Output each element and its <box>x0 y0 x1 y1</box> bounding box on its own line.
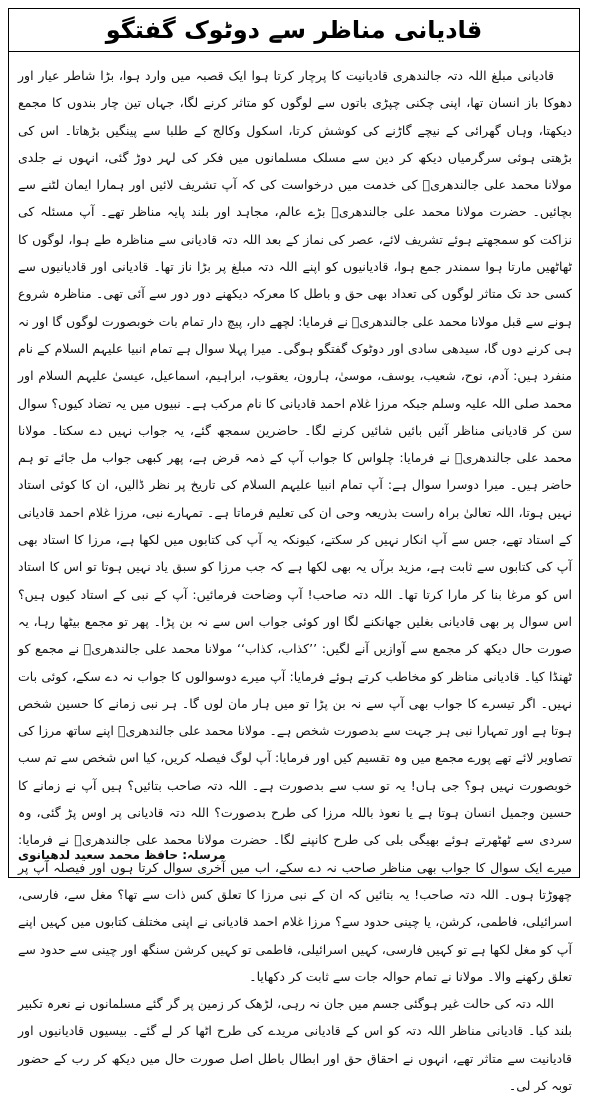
paragraph-conclusion: اللہ دتہ کی حالت غیر ہوگئی جسم میں جان نہ رہی، لڑھک کر زمین پر گر گئے مسلمانوں نے نعرہ تکبیر بلند کیا۔ قادیانی مناظر اللہ دتہ کو اس کے قادیانی مریدے کی طرح اٹھا کر لے گئے۔ بیسیوں قادیانیوں اور قادیانیت سے متاثر تھے، انہوں نے احقاق حق اور ابطال باطل اصل صورت حال میں دیکھ کر رب کے حضور توبہ کر لی۔ <box>18 996 572 1093</box>
title-box <box>8 8 580 52</box>
sender-credit: مرسلہ: حافظ محمد سعید لدھیانوی <box>18 848 226 862</box>
paragraph-main: قادیانی مبلغ اللہ دتہ جالندھری قادیانیت کا پرچار کرتا ہوا ایک قصبہ میں وارد ہوا، بڑا شاطر عیار اور دھوکا باز انسان تھا، اپنی چکنی چپڑی باتوں سے لوگوں کو متاثر کرنے لگا، جہاں تین چار بندوں کا مجمع دیکھتا، وہاں گھرائی کے نیچے گاڑنے کی کوشش کرتا، اسکول وکالج کے طلبا سے پینگیں بڑھاتا۔ اس کی بڑھتی ہوئی سرگرمیاں دیکھ کر دین سے مسلک مسلمانوں میں فکر کی لہر دوڑ گئی، انہوں نے جلدی مولانا محمد علی جالندھریؒ کی خدمت میں درخواست کی کہ آپ تشریف لائیں اور ہمارا ایمان لٹنے سے بچائیں۔ حضرت مولانا محمد علی جالندھریؒ بڑے عالم، مجاہد اور بلند پایہ مناظر تھے۔ آپ مسئلہ کی نزاکت کو سمجھتے ہوئے تشریف لائے، عصر کی نماز کے بعد اللہ دتہ قادیانی سے مناظرہ طے ہوا، لوگوں کا ٹھاٹھیں مارتا ہوا سمندر جمع ہوا، قادیانیوں کو اپنے اللہ دتہ مبلغ پر بڑا ناز تھا۔ قادیانی اور قادیانیوں سے کسی حد تک متاثر لوگوں کی تعداد بھی حق و باطل کا معرکہ دیکھنے دور دور سے آئی تھی۔ مناظرہ شروع ہونے سے قبل مولانا محمد علی جالندھریؒ نے فرمایا: لچھے دار، پیچ دار تمام بات خوبصورت لوگوں گا اور نہ ہی کرنے دوں گا، سیدھی سادی اور دوٹوک گفتگو ہوگی۔ میرا پہلا سوال ہے تمام انبیا علیہم السلام کے نام منفرد ہیں: آدم، نوح، شعیب، یوسف، موسیٰ، ہارون، یعقوب، ابراہیم، اسماعیل، عیسیٰ علیہم السلام اور محمد صلی اللہ علیہ وسلم جبکہ مرزا غلام احمد قادیانی کا نام مرکب ہے۔ نبیوں میں یہ تضاد کیوں؟ سوال سن کر قادیانی مناظر آئیں بائیں شائیں کرنے لگا۔ حاضرین سمجھ گئے، یہ جواب نہیں دے سکتا۔ مولانا محمد علی جالندھریؒ نے فرمایا: چلواس کا جواب آپ کے ذمہ قرض ہے، پھر کبھی جواب مل جائے تو ہم حاضر ہیں۔ میرا دوسرا سوال ہے: آپ تمام انبیا علیہم السلام کی تاریخ پر نظر ڈالیں، ان کا کوئی استاد نہیں ہوتا، اللہ تعالیٰ براہ راست بذریعہ وحی ان کی تعلیم فرماتا ہے۔ تمہارے نبی، مرزا غلام احمد قادیانی کے استاد تھے، جس سے آپ انکار نہیں کر سکتے، کیونکہ یہ آپ کی کتابوں میں لکھا ہے، مرزا کا استاد بھی آپ کی کتابوں سے ثابت ہے، مزید برآں یہ بھی لکھا ہے کہ جب مرزا کو سبق یاد نہیں ہوتا تو اس کا استاد اس کو مرغا بنا کر مارا کرتا تھا۔ اللہ دتہ صاحب! آپ وضاحت فرمائیں: آپ کے نبی کے استاد کیوں ہیں؟ اس سوال پر بھی قادیانی بغلیں جھانکنے لگا اور کوئی جواب اس سے نہ بن پڑا۔ پھر تو مجمع بیٹھا رہا، یہ صورت حال دیکھ کر مجمع سے آوازیں آنے لگیں: ’’کذاب، کذاب‘‘ مولانا محمد علی جالندھریؒ نے مجمع کو ٹھنڈا کیا۔ قادیانی مناظر کو مخاطب کرتے ہوئے فرمایا: آپ میرے دوسوالوں کا جواب نہ دے سکے، کوئی بات نہیں۔ اگر تیسرے کا جواب بھی آپ سے نہ بن پڑا تو میں ہار مان لوں گا۔ ہر نبی زمانے کا حسین شخص ہوتا ہے اور تمہارا نبی ہر جہت سے بدصورت شخص ہے۔ مولانا محمد علی جالندھریؒ اپنے ساتھ مرزا کی تصاویر لائے تھے پورے مجمع میں وہ تقسیم کیں اور فرمایا: آپ لوگ فیصلہ کریں، کیا اس شخص سے تم سب خوبصورت نہیں ہو؟ جی ہاں! یہ تو سب سے بدصورت ہے۔ اللہ دتہ صاحب بتائیں؟ ہیں آپ نے زمانے کا حسین وجمیل انسان ہوتا ہے یا نعوذ باللہ مرزا کی طرح بدصورت؟ اللہ دتہ قادیانی پر اوس پڑ گئی، وہ سردی سے ٹھٹھرتے ہوئے بھیگی بلی کی طرح کانپنے لگا۔ حضرت مولانا محمد علی جالندھریؒ نے فرمایا: میرے ایک سوال کا جواب بھی مناظر صاحب نہ دے سکے، اب میں آخری سوال کرتا ہوں اور فیصلہ آپ پر چھوڑتا ہوں۔ اللہ دتہ صاحب! یہ بتائیں کہ ان کے نبی مرزا کا تعلق کس ذات سے تھا؟ مغل سے، فارسی، اسرائیلی، فاطمی، کرشن، یا چینی حدود سے؟ مرزا غلام احمد قادیانی نے اپنی مختلف کتابوں میں کہیں اپنے آپ کو مغل لکھا ہے تو کہیں فارسی، کہیں اسرائیلی، فاطمی تو کہیں کرشن سنگھ اور چینی سے حدود سے تعلق رکھنے والا۔ مولانا نے تمام حوالہ جات سے ثابت کر دکھایا۔ <box>18 68 572 984</box>
article-title: قادیانی مناظر سے دوٹوک گفتگو <box>105 15 483 44</box>
